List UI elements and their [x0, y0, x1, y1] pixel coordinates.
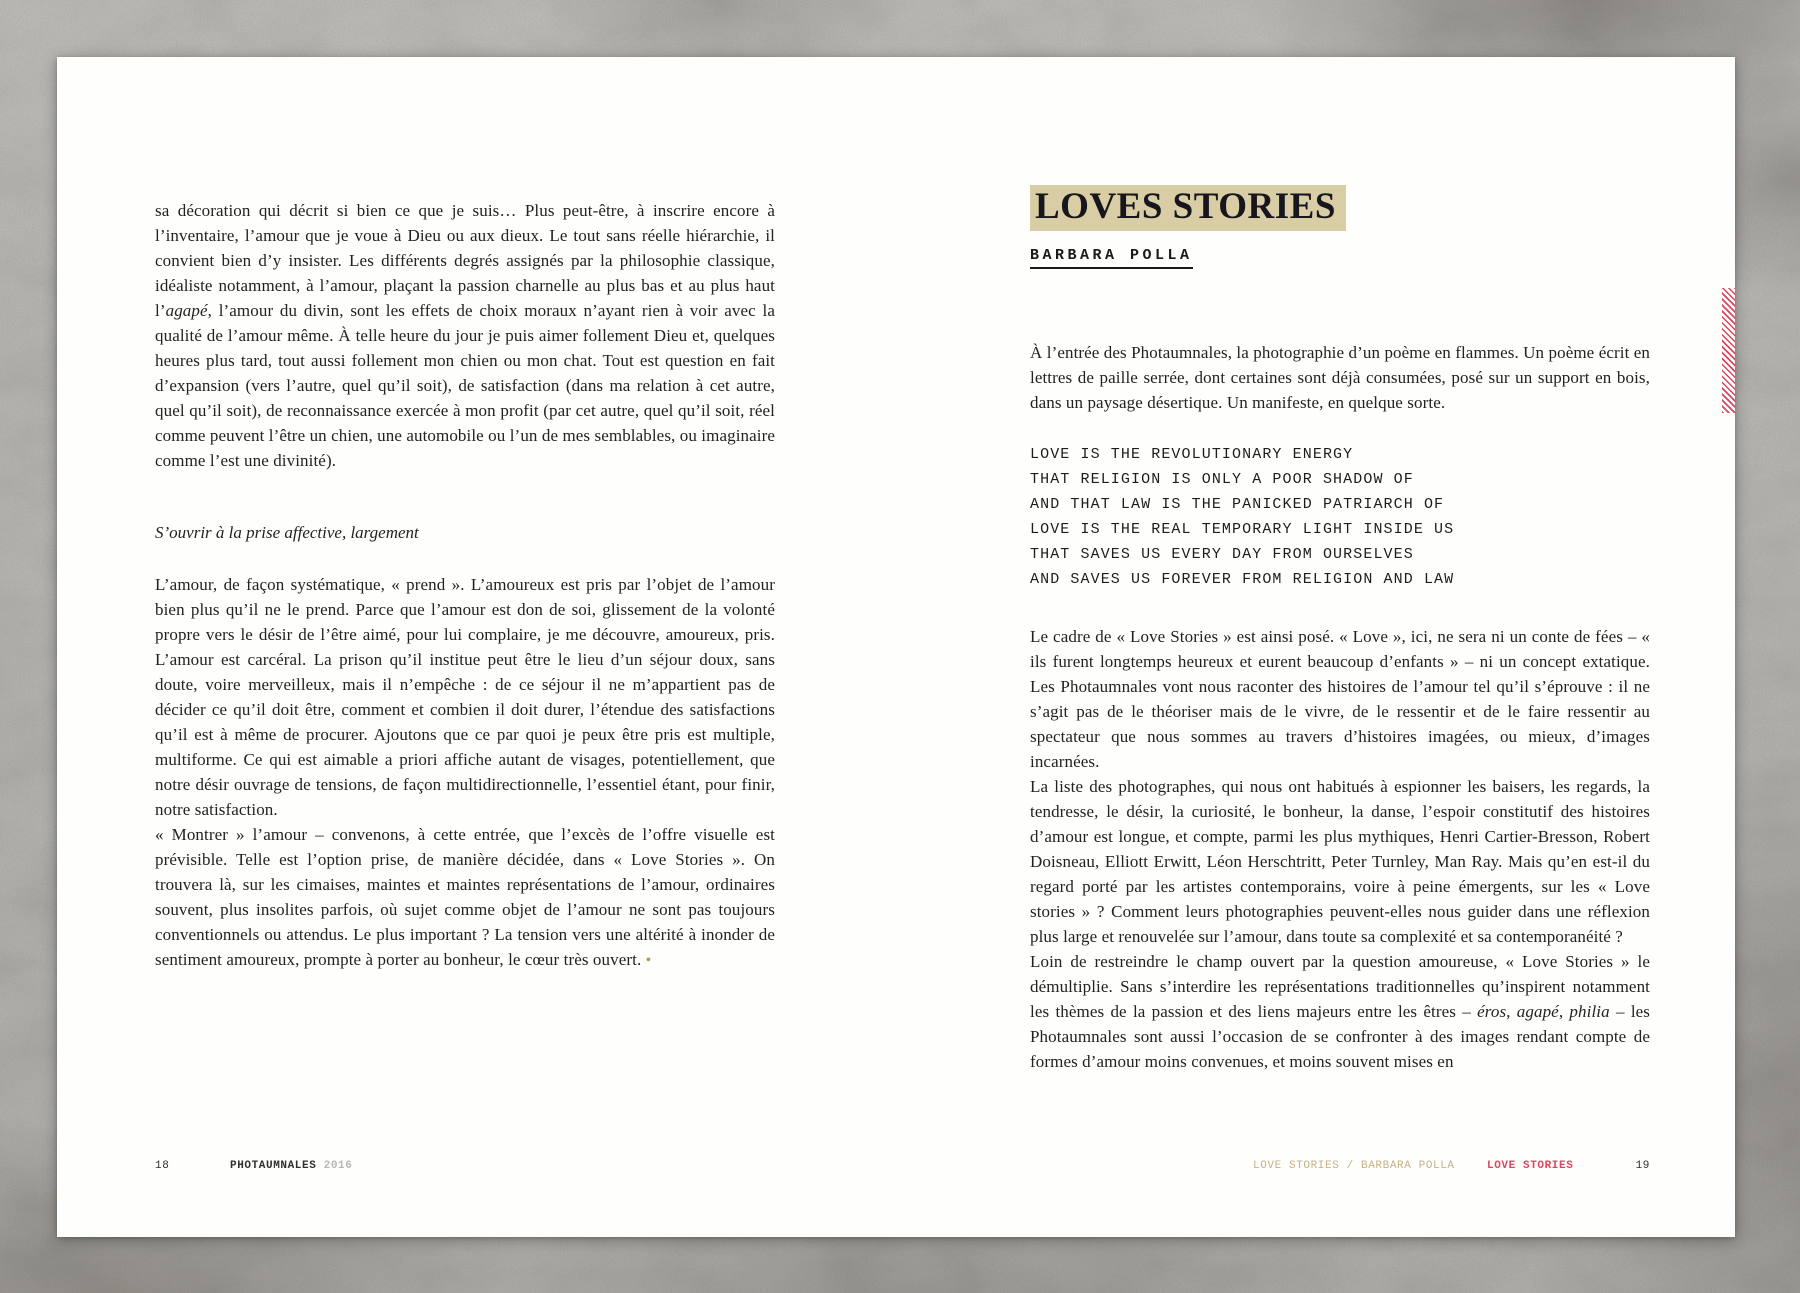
left-paragraph-3 — [155, 822, 775, 973]
right-paragraph-3: Loin de restreindre le champ ouvert par la question amoureuse, « Love Stories » le démultiplie. Sans s’interdire les représentations traditionnelles qu’inspirent notamment les thèmes de la passion et des liens majeurs entre les êtres – éros, agapé, philia – les Photaumnales sont aussi l’occasion de se confronter à des images rendant compte de formes d’amour moins convenues, et moins souvent mises en — [1030, 952, 1651, 1071]
poem-line: AND THAT LAW IS THE PANICKED PATRIARCH OF — [1030, 496, 1445, 513]
footer-section-label: LOVE STORIES — [1487, 1160, 1574, 1172]
right-body-block — [1030, 624, 1650, 1074]
end-of-article-bullet: • — [645, 952, 652, 969]
left-paragraph-1: sa décoration qui décrit si bien ce que je suis… Plus peut-être, à inscrire encore à l’inventaire, l’amour que je voue à Dieu ou aux dieux. Le tout sans réelle hiérarchie, il convient bien d’y insister. Les différents degrés assignés par la philosophie classique, idéaliste notamment, à l’amour, plaçant la passion charnelle au plus bas et au plus haut l’agapé, l’amour du divin, sont les effets de choix moraux n’ayant rien à voir avec la qualité de l’amour même. À telle heure du jour je puis aimer follement Dieu et, quelques heures plus tard, tout aussi follement mon chien ou mon chat. Tout est question en fait d’expansion (vers l’autre, quel qu’il soit), de satisfaction (dans ma relation à cet autre, quel qu’il soit), de reconnaissance exercée à mon profit (par cet autre, quel qu’il soit, réel comme peuvent l’être un chien, une automobile ou l’un de mes semblables, ou imaginaire comme l’est une divinité). — [155, 201, 775, 470]
footer-year: 2016 — [323, 1160, 353, 1172]
poem-line: THAT RELIGION IS ONLY A POOR SHADOW OF — [1030, 471, 1414, 488]
left-paragraph-2: L’amour, de façon systématique, « prend ». L’amoureux est pris par l’objet de l’amour bien plus qu’il ne le prend. Parce que l’amour est don de soi, glissement de la volonté propre vers le désir de l’être aimé, pour lui complaire, je me découvre, amoureux, pris. L’amour est carcéral. La prison qu’il institue peut être le lieu d’un séjour doux, sans doute, voire merveilleux, mais il n’empêche : de ce séjour il ne m’appartient pas de décider ce qu’il doit être, comment et combien il doit durer, l’étendue des satisfactions qu’il est à même de procurer. Ajoutons que ce par quoi je peux être pris est multiple, multiforme. Ce qui est aimable a priori affiche autant de visages, potentiellement, que notre désir ouvrage de tensions, de façon multidirectionnelle, l’essentiel étant, pour finir, notre satisfaction. — [155, 575, 775, 819]
right-paragraph-2: La liste des photographes, qui nous ont habitués à espionner les baisers, les regards, la tendresse, le désir, la curiosité, le bonheur, la danse, l’espoir constitutif des histoires d’amour est longue, et compte, parmi les plus mythiques, Henri Cartier-Bresson, Robert Doisneau, Elliott Erwitt, Léon Herschtritt, Peter Turnley, Man Ray. Mais qu’en est-il du regard porté par les artistes contemporains, voire à peine émergents, sur les « Love stories » ? Comment leurs photographies peuvent-elles nous guider dans une réflexion plus large et renouvelée sur l’amour, dans toute sa complexité et sa contemporanéité ? — [1030, 777, 1650, 946]
poem-line: AND SAVES US FOREVER FROM RELIGION AND LAW — [1030, 571, 1455, 588]
footer-brand — [230, 1160, 352, 1172]
magazine-spread — [57, 57, 1735, 1237]
left-paragraph-3-text: « Montrer » l’amour – convenons, à cette entrée, que l’excès de l’offre visuelle est prévisible. Telle est l’option prise, de manière décidée, dans « Love Stories ». On trouvera là, sur les cimaises, maintes et maintes représentations de l’amour, ordinaires souvent, plus insolites parfois, où sujet comme objet de l’amour ne sont pas toujours conventionnels ou attendus. Le plus important ? La tension vers une altérité à inonder de sentiment amoureux, prompte à porter au bonheur, le cœur très ouvert. — [155, 825, 775, 969]
right-page-text-column — [1030, 185, 1650, 1074]
left-page-text-column — [155, 198, 775, 973]
section-subtitle: S’ouvrir à la prise affective, largement — [155, 523, 419, 542]
poem-line: LOVE IS THE REVOLUTIONARY ENERGY — [1030, 446, 1354, 463]
article-title — [1030, 185, 1650, 231]
right-page-number: 19 — [1635, 1160, 1650, 1172]
footer-breadcrumb: LOVE STORIES / BARBARA POLLA — [1253, 1160, 1455, 1172]
poem-line: LOVE IS THE REAL TEMPORARY LIGHT INSIDE US — [1030, 521, 1455, 538]
article-title-highlight: LOVES STORIES — [1030, 185, 1346, 231]
right-paragraph-1: Le cadre de « Love Stories » est ainsi posé. « Love », ici, ne sera ni un conte de fées – « ils furent longtemps heureux et eurent beaucoup d’enfants » – ni un concept extatique. Les Photaumnales vont nous raconter des histoires de l’amour tel qu’il s’éprouve : il ne s’agit pas de le théoriser mais de le vivre, de le ressentir et de le faire ressentir au spectateur que nous sommes au travers d’histoires imagées, ou mieux, d’images incarnées. — [1030, 627, 1650, 771]
page-edge-stripe-marker — [1722, 288, 1735, 413]
footer-brand-name: PHOTAUMNALES — [230, 1160, 317, 1172]
intro-paragraph: À l’entrée des Photaumnales, la photographie d’un poème en flammes. Un poème écrit en lettres de paille serrée, dont certaines sont déjà consumées, posé sur un support en bois, dans un paysage désertique. Un manifeste, en quelque sorte. — [1030, 343, 1650, 412]
author-name: BARBARA POLLA — [1030, 247, 1193, 269]
poem-line: THAT SAVES US EVERY DAY FROM OURSELVES — [1030, 546, 1414, 563]
left-page-number: 18 — [155, 1160, 170, 1172]
poem-block — [1030, 442, 1650, 592]
